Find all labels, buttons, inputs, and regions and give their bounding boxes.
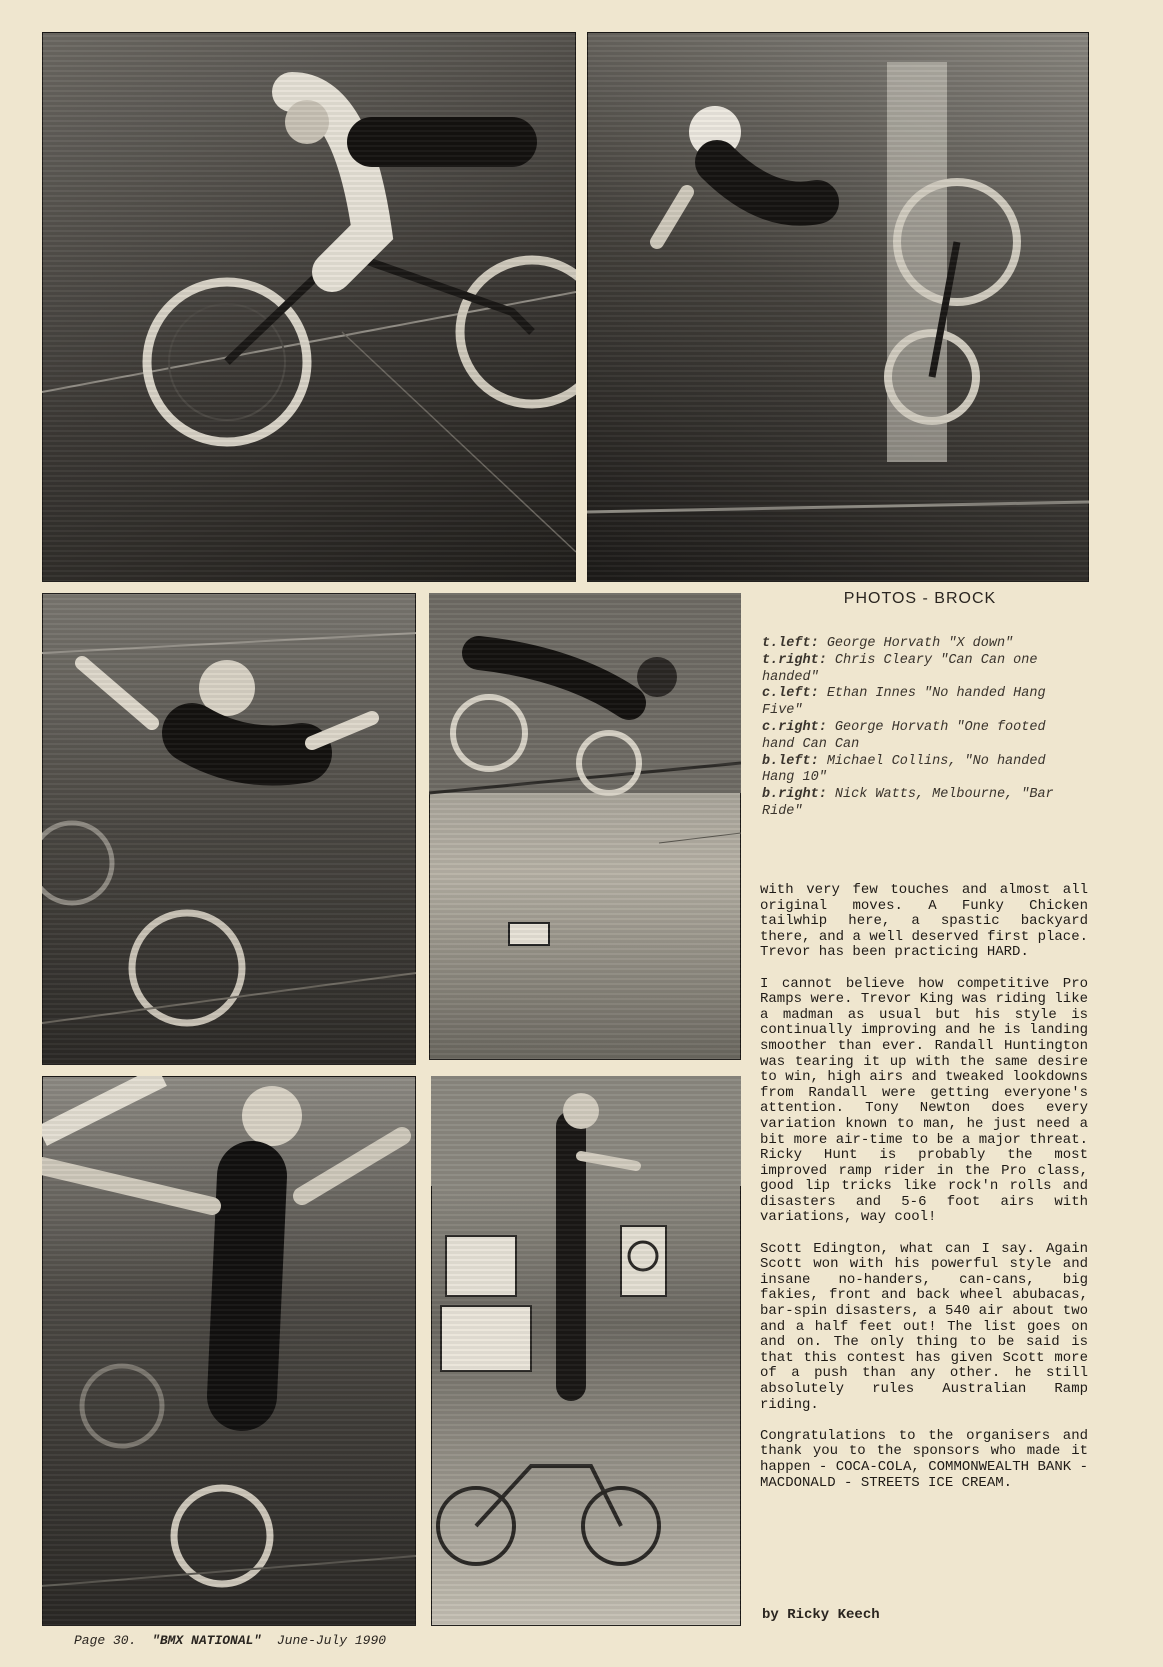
caption-b-left: b.left: Michael Collins, "No handed Hang 10" (762, 753, 1046, 786)
article-paragraph: I cannot believe how competitive Pro Ramps were. Trevor King was riding like a madman as usual but his style is continually improving and he is landing smoother than ever. Randall Huntington was tearing it up with the same desire to win, high airs and tweaked lookdowns from Randall were getting everyone's attention. Tony Newton does every variation known to man, he just need a bit more air-time to be a major threat. Ricky Hunt is probably the most improved ramp rider in the Pro class, good lip tricks like rock'n rolls and disasters and 5-6 foot airs with variations, way cool! (760, 975, 1088, 1226)
article-paragraph: Scott Edington, what can I say. Again Scott won with his powerful style and insane no-handers, can-cans, big fakies, front and back wheel abubacas, bar-spin disasters, a 540 air about two and a half feet out! The list goes on and on. The only thing to be said is that this contest has given Scott more of a push than any other. he still absolutely rules Australian Ramp riding. (760, 1240, 1088, 1413)
photo-top-right (587, 32, 1089, 582)
photo-credit: PHOTOS - BROCK (843, 590, 997, 607)
page-number: Page 30. (74, 1633, 137, 1648)
photo-center-right (429, 593, 741, 1060)
issue-date: June-July 1990 (276, 1633, 387, 1648)
article-paragraph: Congratulations to the organisers and thank you to the sponsors who made it happen - COCA-COLA, COMMONWEALTH BANK - MACDONALD - STREETS ICE CREAM. (760, 1427, 1088, 1491)
caption-c-left: c.left: Ethan Innes "No handed Hang Five" (762, 686, 1046, 719)
caption-c-right: c.right: George Horvath "One footed hand Can Can (762, 719, 1046, 752)
magazine-name: "BMX NATIONAL" (152, 1633, 262, 1648)
photo-center-left (42, 593, 416, 1065)
photo-bottom-left (42, 1076, 416, 1626)
article-paragraph: with very few touches and almost all original moves. A Funky Chicken tailwhip here, a spastic backyard there, and a well deserved first place. Trevor has been practicing HARD. (760, 882, 1088, 961)
byline: by Ricky Keech (762, 1607, 880, 1623)
photo-captions (762, 636, 1082, 821)
photo-bottom-right (431, 1076, 741, 1626)
caption-b-right: b.right: Nick Watts, Melbourne, "Bar Ride" (762, 787, 1054, 819)
photo-top-left (42, 32, 576, 582)
caption-t-right: t.right: Chris Cleary "Can Can one handed" (762, 652, 1038, 685)
page-footer (74, 1633, 386, 1648)
caption-t-left: t.left: George Horvath "X down" (762, 636, 1014, 651)
article-body (760, 883, 1088, 1507)
